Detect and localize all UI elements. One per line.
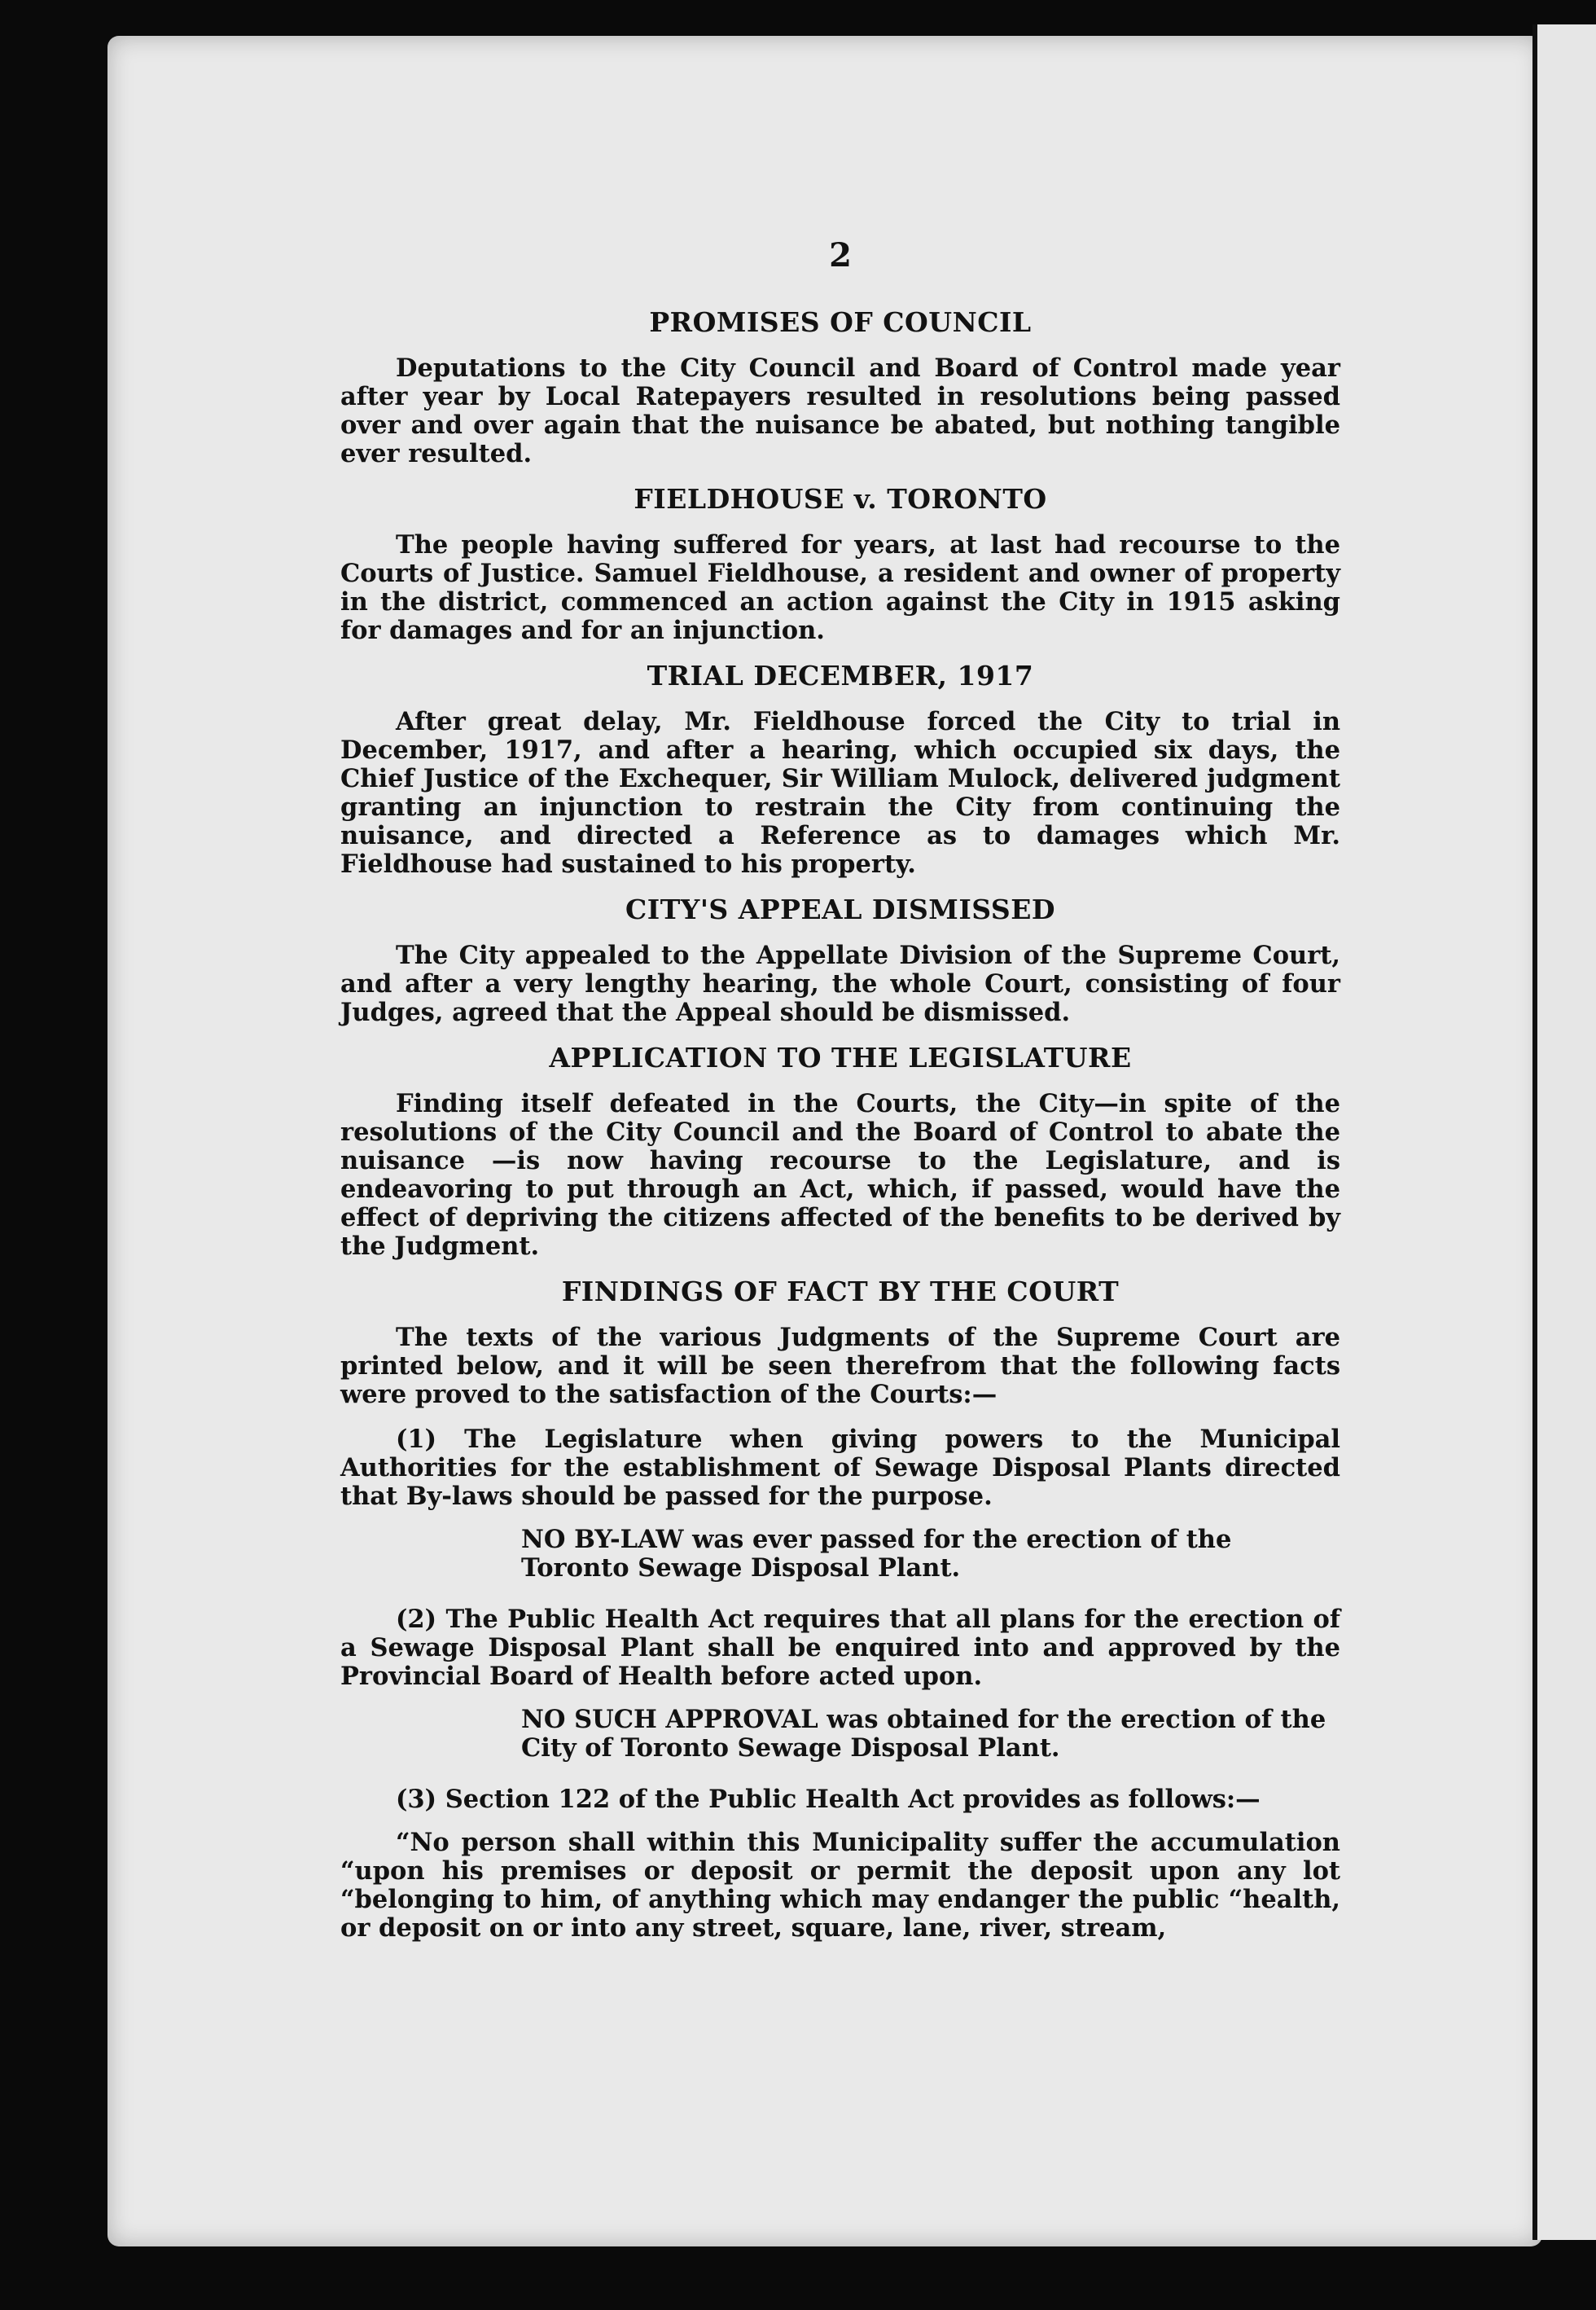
paragraph-findings-intro: The texts of the various Judgments of the Supreme Court are printed below, and it will be seen therefrom that the following facts were proved to the satisfaction of the Courts:— [340, 1323, 1340, 1409]
heading-trial: TRIAL DECEMBER, 1917 [647, 660, 1034, 692]
quote-text: “No person shall within this Municipality suffer the accumulation “upon his premises or deposit or permit the deposit upon any lot “belonging to him, of anything which may endanger the public “health, or deposit on or into any street, square, lane, river, stream, [340, 1828, 1340, 1943]
finding-2: (2) The Public Health Act requires that all plans for the erection of a Sewage Disposal Plant shall be enquired into and approved by the Provincial Board of Health before acted upon. [340, 1605, 1340, 1691]
finding-1-emphasis: NO BY-LAW was ever passed for the erection of the Toronto Sewage Disposal Plant. [521, 1525, 1232, 1583]
heading-appeal-dismissed: CITY'S APPEAL DISMISSED [625, 894, 1055, 925]
finding-1: (1) The Legislature when giving powers to the Municipal Authorities for the establishment of Sewage Disposal Plants directed that By-laws should be passed for the purpose. [340, 1425, 1340, 1511]
paragraph-appeal: The City appealed to the Appellate Division of the Supreme Court, and after a very lengthy hearing, the whole Court, consisting of four Judges, agreed that the Appeal should be dismissed. [340, 941, 1340, 1027]
adjacent-page-edge [1532, 24, 1596, 2240]
heading-fieldhouse-v-toronto: FIELDHOUSE v. TORONTO [634, 483, 1047, 515]
page-number: 2 [829, 236, 852, 274]
finding-3: (3) Section 122 of the Public Health Act provides as follows:— [396, 1785, 1261, 1814]
quoted-section [340, 1829, 1340, 1943]
heading-application-legislature: APPLICATION TO THE LEGISLATURE [549, 1042, 1132, 1074]
heading-findings-of-fact: FINDINGS OF FACT BY THE COURT [561, 1276, 1120, 1307]
paragraph-application: Finding itself defeated in the Courts, the City—in spite of the resolutions of the City Council and the Board of Control to abate the nuisance —is now having recourse to the Legislature, and is endeavoring to put through an Act, which, if passed, would have the effect of depriving the citizens affected of the benefits to be derived by the Judgment. [340, 1089, 1340, 1261]
heading-promises-of-council: PROMISES OF COUNCIL [649, 306, 1032, 338]
paragraph-trial: After great delay, Mr. Fieldhouse forced the City to trial in December, 1917, and after a hearing, which occupied six days, the Chief Justice of the Exchequer, Sir William Mulock, delivered judgment granting an injunction to restrain the City from continuing the nuisance, and directed a Reference as to damages which Mr. Fieldhouse had sustained to his property. [340, 707, 1340, 879]
page-text [340, 230, 1340, 1943]
paragraph-promises: Deputations to the City Council and Board of Control made year after year by Local Ratepayers resulted in resolutions being passed over and over again that the nuisance be abated, but nothing tangible ever resulted. [340, 354, 1340, 468]
finding-2-emphasis: NO SUCH APPROVAL was obtained for the erection of the City of Toronto Sewage Disposal Plant. [521, 1705, 1326, 1763]
paragraph-fieldhouse: The people having suffered for years, at last had recourse to the Courts of Justice. Samuel Fieldhouse, a resident and owner of property in the district, commenced an action against the City in 1915 asking for damages and for an injunction. [340, 530, 1340, 645]
